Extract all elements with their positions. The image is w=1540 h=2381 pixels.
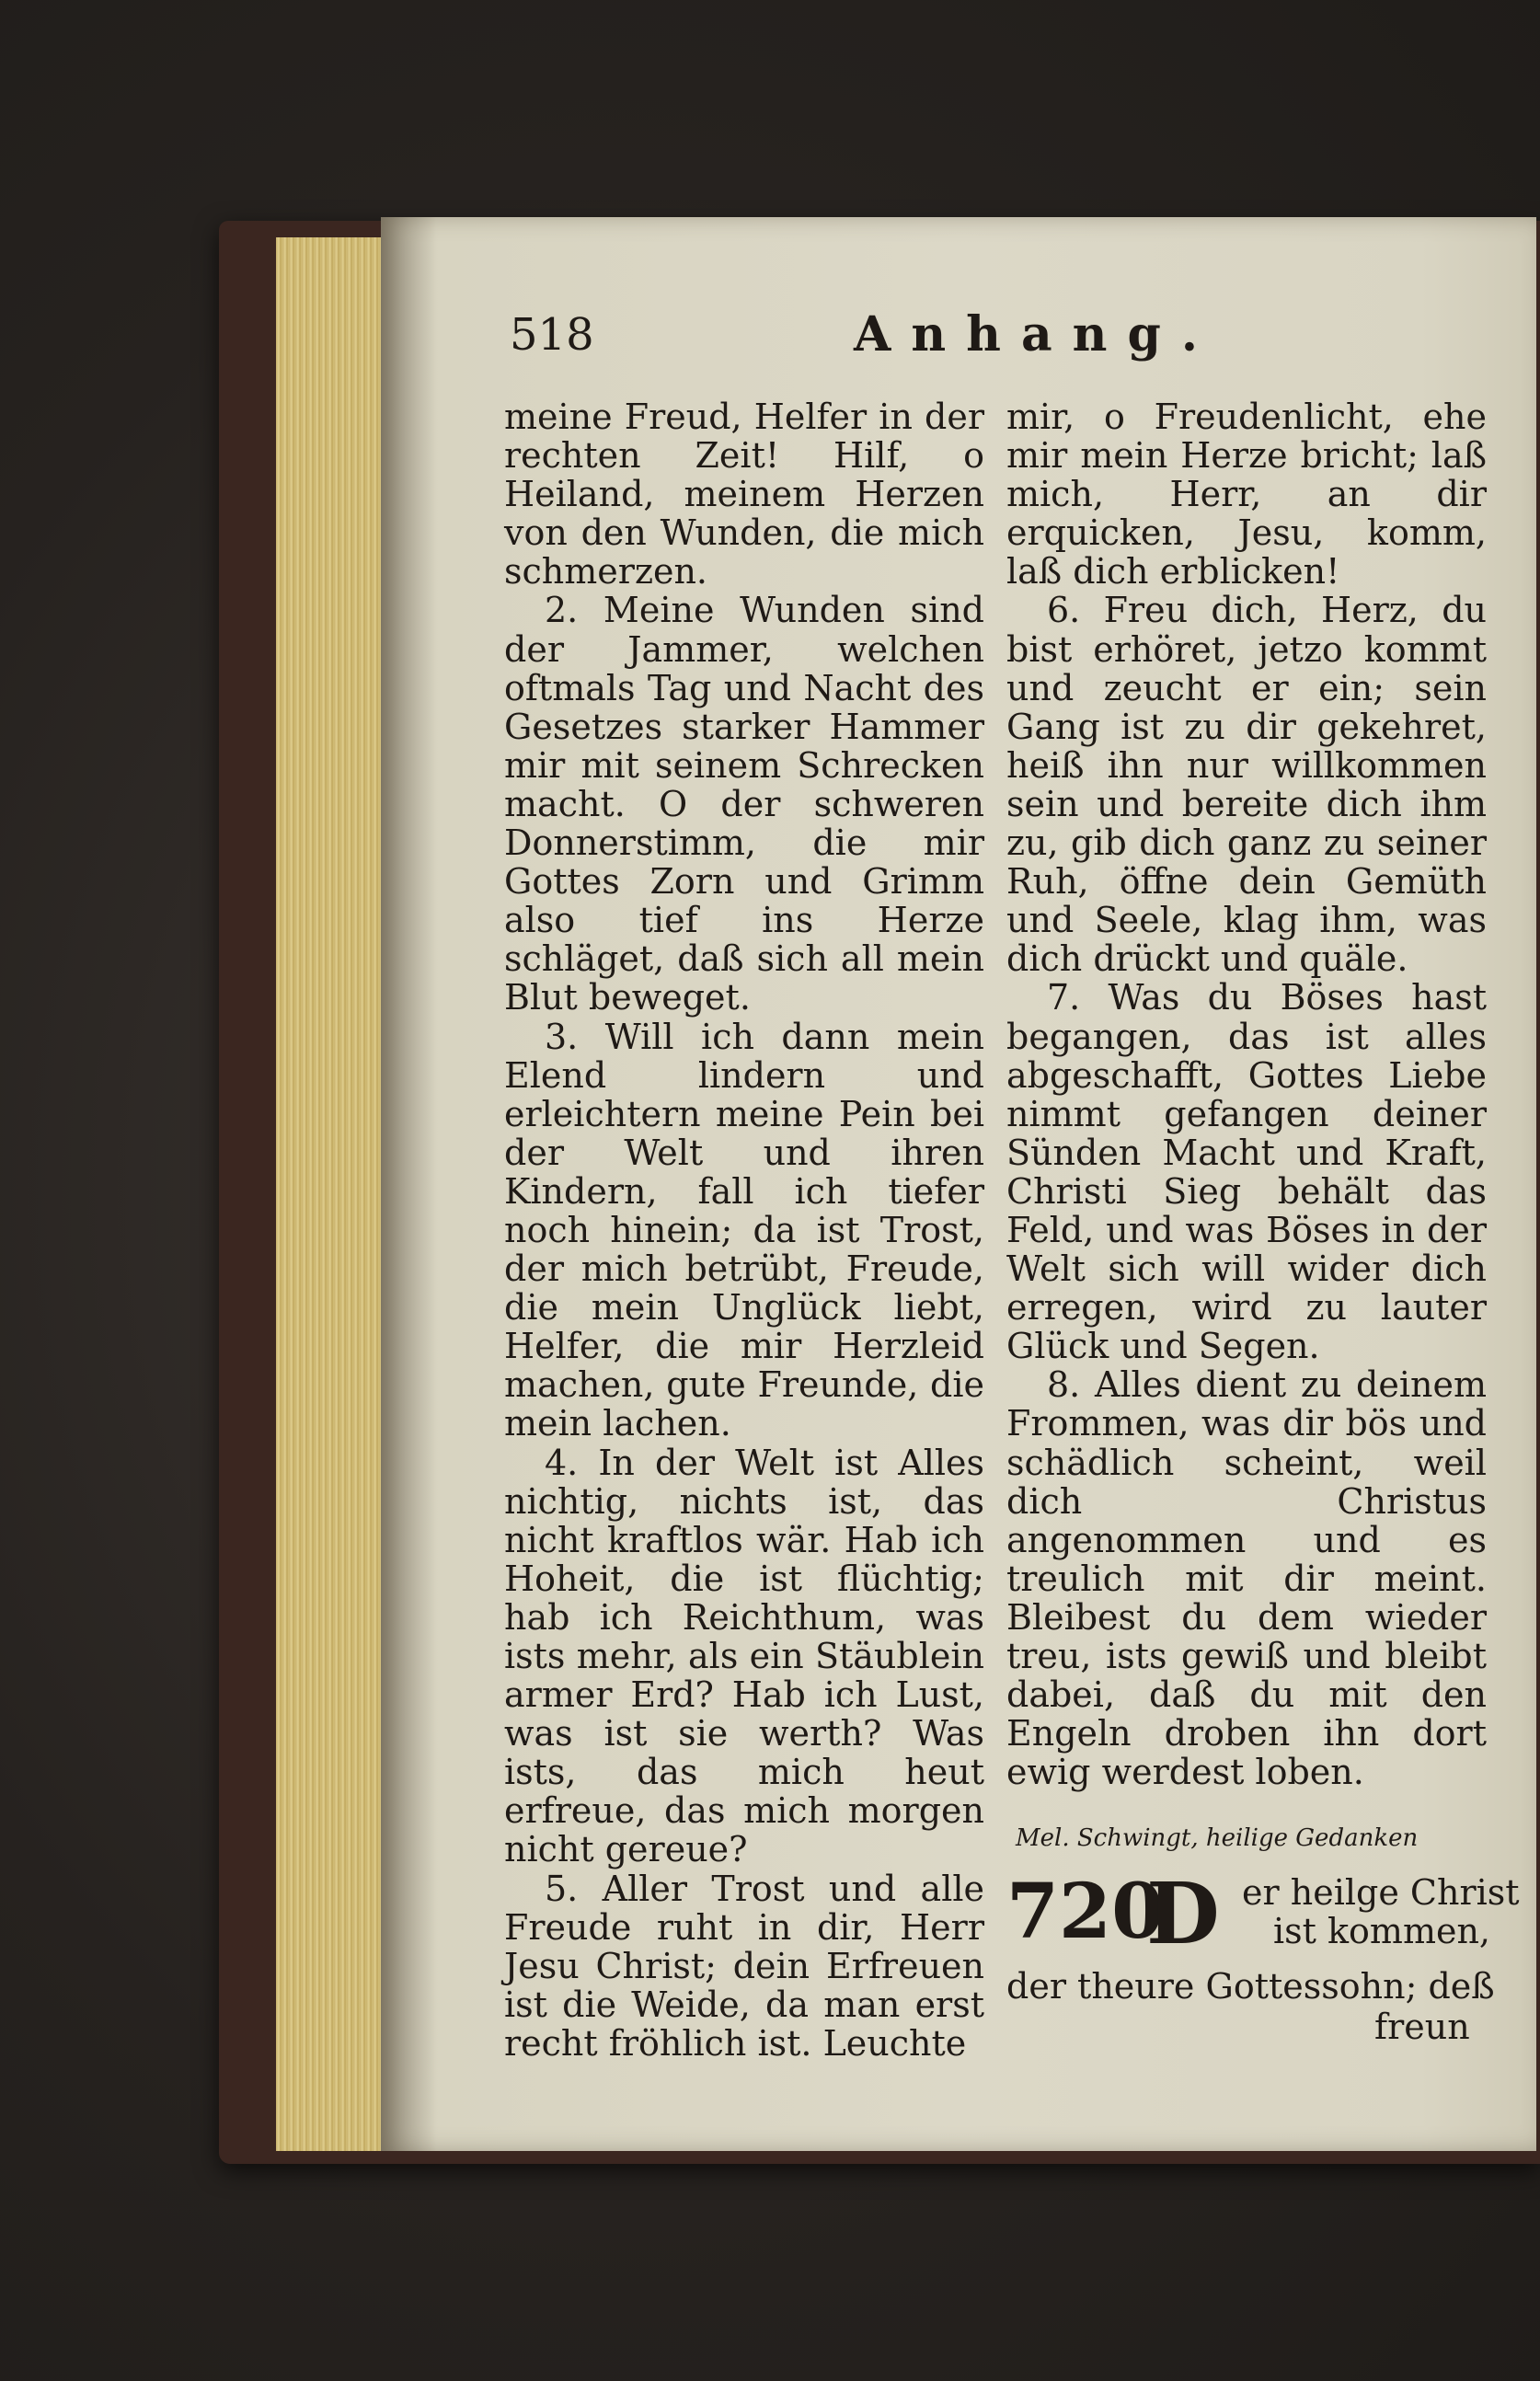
- hymn-line-3: der theure Gottessohn; deß: [1006, 1966, 1495, 2007]
- verse-8: 8. Alles dient zu deinem Frommen, was dir bös und schädlich scheint, weil dich Christus angenommen und es treulich mit dir meint. Bleibest du dem wieder treu, ists gewiß und bleibt dabei, daß du mit den Engeln droben ihn dort ewig werdest loben.: [1006, 1364, 1487, 1793]
- hymn-line-2: ist kommen,: [1273, 1911, 1491, 1951]
- hymn-number: 720: [1006, 1868, 1165, 1956]
- right-text-column: [1006, 397, 1487, 1791]
- hymn-line-4: freun: [1374, 2007, 1470, 2047]
- drop-cap-initial: D: [1146, 1864, 1220, 1963]
- verse-4: 4. In der Welt ist Alles nichtig, nichts ist, das nicht kraftlos wär. Hab ich Hoheit, die ist flüchtig; hab ich Reichthum, was ists mehr, als ein Stäublein armer Erd? Hab ich Lust, was ist sie werth? Was ists, das mich heut erfreue, das mich morgen nicht gereue?: [504, 1442, 984, 1870]
- running-title: Anhang.: [854, 306, 1218, 362]
- gilt-page-edges: [276, 237, 386, 2151]
- verse-2: 2. Meine Wunden sind der Jammer, welchen oftmals Tag und Nacht des Gesetzes starker Hammer mir mit seinem Schrecken macht. O der schweren Donnerstimm, die mir Gottes Zorn und Grimm also tief ins Herze schläget, daß sich all mein Blut beweget.: [504, 590, 984, 1018]
- verse-5: 5. Aller Trost und alle Freude ruht in dir, Herr Jesu Christ; dein Erfreuen ist die Weide, da man erst recht fröhlich ist. Leuchte: [504, 1868, 984, 2064]
- verse-7: 7. Was du Böses hast begangen, das ist alles abgeschafft, Gottes Liebe nimmt gefangen deiner Sünden Macht und Kraft, Christi Sieg behält das Feld, und was Böses in der Welt sich will wider dich erregen, wird zu lauter Glück und Segen.: [1006, 977, 1487, 1367]
- left-text-column: [504, 397, 984, 2063]
- page-number: 518: [510, 309, 594, 361]
- hymn-line-1: er heilge Christ: [1242, 1872, 1520, 1913]
- verse-3: 3. Will ich dann mein Elend lindern und erleichtern meine Pein bei der Welt und ihren Kindern, fall ich tiefer noch hinein; da ist Trost, der mich betrübt, Freude, die mein Unglück liebt, Helfer, die mir Herzleid machen, gute Freunde, die mein lachen.: [504, 1016, 984, 1444]
- melody-indication: Mel. Schwingt, heilige Gedanken: [1016, 1824, 1419, 1852]
- verse-continuation: meine Freud, Helfer in der rechten Zeit! Hilf, o Heiland, meinem Herzen von den Wunden, die mich schmerzen.: [504, 397, 984, 592]
- verse-6: 6. Freu dich, Herz, du bist erhöret, jetzo kommt und zeucht er ein; sein Gang ist zu dir gekehret, heiß ihn nur willkommen sein und bereite dich ihm zu, gib dich ganz zu seiner Ruh, öffne dein Gemüth und Seele, klag ihm, was dich drückt und quäle.: [1006, 590, 1487, 980]
- running-head: [510, 302, 1496, 375]
- gutter-shadow: [381, 217, 436, 2151]
- verse-5-continuation: mir, o Freudenlicht, ehe mir mein Herze bricht; laß mich, Herr, an dir erquicken, Jesu, komm, laß dich erblicken!: [1006, 397, 1487, 592]
